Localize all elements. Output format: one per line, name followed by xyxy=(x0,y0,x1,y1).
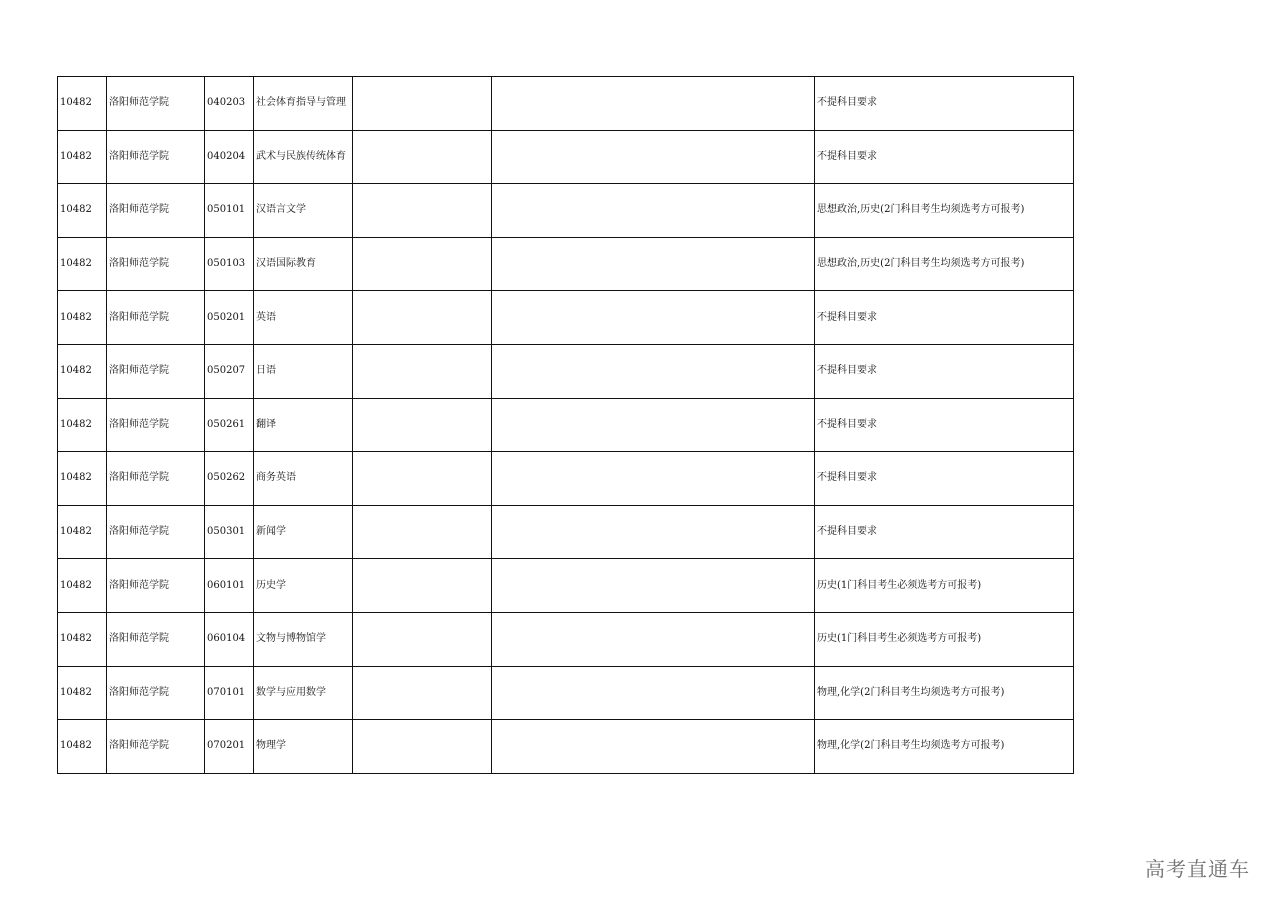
subject-requirement-cell: 物理,化学(2门科目考生均须选考方可报考) xyxy=(815,720,1074,774)
table-row xyxy=(58,720,1074,774)
table-row xyxy=(58,291,1074,345)
empty-cell xyxy=(353,452,492,506)
school-name-cell: 洛阳师范学院 xyxy=(107,452,205,506)
empty-cell xyxy=(492,452,815,506)
empty-cell xyxy=(353,291,492,345)
school-code-cell: 10482 xyxy=(58,720,107,774)
empty-cell xyxy=(492,398,815,452)
major-code-cell: 040204 xyxy=(205,130,254,184)
major-name-cell: 汉语国际教育 xyxy=(254,237,353,291)
school-name-cell: 洛阳师范学院 xyxy=(107,559,205,613)
empty-cell xyxy=(492,344,815,398)
school-code-cell: 10482 xyxy=(58,559,107,613)
empty-cell xyxy=(353,398,492,452)
table-row xyxy=(58,237,1074,291)
major-code-cell: 060101 xyxy=(205,559,254,613)
school-name-cell: 洛阳师范学院 xyxy=(107,77,205,131)
major-code-cell: 050103 xyxy=(205,237,254,291)
major-code-cell: 050207 xyxy=(205,344,254,398)
school-name-cell: 洛阳师范学院 xyxy=(107,344,205,398)
school-code-cell: 10482 xyxy=(58,505,107,559)
major-code-cell: 050101 xyxy=(205,184,254,238)
subject-requirement-cell: 不提科目要求 xyxy=(815,130,1074,184)
school-name-cell: 洛阳师范学院 xyxy=(107,130,205,184)
table-row xyxy=(58,344,1074,398)
subject-requirement-cell: 不提科目要求 xyxy=(815,291,1074,345)
empty-cell xyxy=(353,505,492,559)
empty-cell xyxy=(353,666,492,720)
subject-requirement-cell: 不提科目要求 xyxy=(815,452,1074,506)
school-name-cell: 洛阳师范学院 xyxy=(107,291,205,345)
school-name-cell: 洛阳师范学院 xyxy=(107,720,205,774)
major-name-cell: 日语 xyxy=(254,344,353,398)
empty-cell xyxy=(492,184,815,238)
major-name-cell: 历史学 xyxy=(254,559,353,613)
subject-requirement-cell: 不提科目要求 xyxy=(815,398,1074,452)
major-code-cell: 040203 xyxy=(205,77,254,131)
empty-cell xyxy=(353,184,492,238)
major-name-cell: 英语 xyxy=(254,291,353,345)
empty-cell xyxy=(353,237,492,291)
school-code-cell: 10482 xyxy=(58,398,107,452)
major-name-cell: 数学与应用数学 xyxy=(254,666,353,720)
table-row xyxy=(58,559,1074,613)
major-code-cell: 050262 xyxy=(205,452,254,506)
major-name-cell: 物理学 xyxy=(254,720,353,774)
school-code-cell: 10482 xyxy=(58,77,107,131)
empty-cell xyxy=(492,720,815,774)
school-code-cell: 10482 xyxy=(58,666,107,720)
school-code-cell: 10482 xyxy=(58,237,107,291)
major-code-cell: 050201 xyxy=(205,291,254,345)
empty-cell xyxy=(353,559,492,613)
school-code-cell: 10482 xyxy=(58,612,107,666)
table-row xyxy=(58,398,1074,452)
empty-cell xyxy=(353,344,492,398)
school-code-cell: 10482 xyxy=(58,184,107,238)
table-row xyxy=(58,666,1074,720)
empty-cell xyxy=(492,612,815,666)
empty-cell xyxy=(353,720,492,774)
subject-requirement-cell: 不提科目要求 xyxy=(815,77,1074,131)
table-row xyxy=(58,77,1074,131)
school-name-cell: 洛阳师范学院 xyxy=(107,398,205,452)
major-name-cell: 文物与博物馆学 xyxy=(254,612,353,666)
empty-cell xyxy=(492,505,815,559)
empty-cell xyxy=(353,130,492,184)
major-name-cell: 社会体育指导与管理 xyxy=(254,77,353,131)
major-code-cell: 070201 xyxy=(205,720,254,774)
subject-requirement-cell: 不提科目要求 xyxy=(815,505,1074,559)
major-name-cell: 新闻学 xyxy=(254,505,353,559)
major-code-cell: 070101 xyxy=(205,666,254,720)
empty-cell xyxy=(492,237,815,291)
major-name-cell: 商务英语 xyxy=(254,452,353,506)
subject-requirement-cell: 思想政治,历史(2门科目考生均须选考方可报考) xyxy=(815,184,1074,238)
major-code-cell: 050301 xyxy=(205,505,254,559)
empty-cell xyxy=(492,291,815,345)
subject-requirement-cell: 历史(1门科目考生必须选考方可报考) xyxy=(815,559,1074,613)
table-row xyxy=(58,612,1074,666)
major-name-cell: 武术与民族传统体育 xyxy=(254,130,353,184)
empty-cell xyxy=(492,666,815,720)
table-row xyxy=(58,130,1074,184)
school-code-cell: 10482 xyxy=(58,452,107,506)
school-name-cell: 洛阳师范学院 xyxy=(107,237,205,291)
major-name-cell: 翻译 xyxy=(254,398,353,452)
table-body xyxy=(58,77,1074,774)
school-code-cell: 10482 xyxy=(58,291,107,345)
major-code-cell: 050261 xyxy=(205,398,254,452)
empty-cell xyxy=(353,77,492,131)
subject-requirement-cell: 历史(1门科目考生必须选考方可报考) xyxy=(815,612,1074,666)
admission-requirements-table xyxy=(57,76,1074,774)
empty-cell xyxy=(492,130,815,184)
major-name-cell: 汉语言文学 xyxy=(254,184,353,238)
school-name-cell: 洛阳师范学院 xyxy=(107,184,205,238)
table-row xyxy=(58,505,1074,559)
school-name-cell: 洛阳师范学院 xyxy=(107,505,205,559)
empty-cell xyxy=(353,612,492,666)
subject-requirement-cell: 不提科目要求 xyxy=(815,344,1074,398)
school-name-cell: 洛阳师范学院 xyxy=(107,666,205,720)
subject-requirement-cell: 物理,化学(2门科目考生均须选考方可报考) xyxy=(815,666,1074,720)
school-code-cell: 10482 xyxy=(58,130,107,184)
empty-cell xyxy=(492,559,815,613)
table-row xyxy=(58,452,1074,506)
empty-cell xyxy=(492,77,815,131)
table-row xyxy=(58,184,1074,238)
major-code-cell: 060104 xyxy=(205,612,254,666)
watermark: 高考直通车 xyxy=(1145,857,1250,881)
school-name-cell: 洛阳师范学院 xyxy=(107,612,205,666)
subject-requirement-cell: 思想政治,历史(2门科目考生均须选考方可报考) xyxy=(815,237,1074,291)
school-code-cell: 10482 xyxy=(58,344,107,398)
